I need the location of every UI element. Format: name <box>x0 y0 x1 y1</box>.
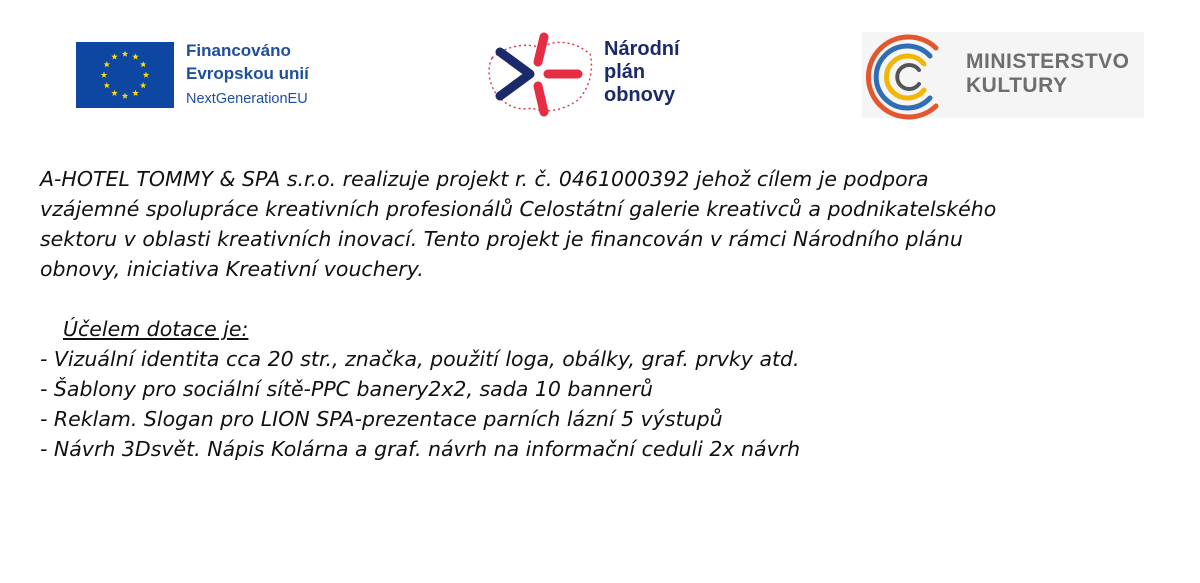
npo-logo <box>486 28 716 123</box>
eu-flag-icon <box>76 42 174 108</box>
purpose-item: - Vizuální identita cca 20 str., značka, použití loga, obálky, graf. prvky atd. <box>40 347 800 371</box>
npo-logo-line2: plán <box>604 61 646 83</box>
mk-logo-text <box>966 50 1130 98</box>
npo-logo-line1: Národní <box>604 38 680 60</box>
intro-line: obnovy, iniciativa Kreativní vouchery. <box>40 257 424 281</box>
npo-logo-line3: obnovy <box>604 84 676 106</box>
npo-logo-text <box>604 38 680 107</box>
purpose-item: - Šablony pro sociální sítě-PPC banery2x2, sada 10 bannerů <box>40 377 654 401</box>
intro-line: sektoru v oblasti kreativních inovací. Tento projekt je financován v rámci Národního plánu <box>40 227 963 251</box>
eu-logo-line2: Evropskou unií <box>186 64 309 83</box>
purpose-item: - Reklam. Slogan pro LION SPA-prezentace parních lázní 5 výstupů <box>40 407 723 431</box>
purpose-heading: Účelem dotace je: <box>63 317 249 341</box>
mk-logo-line1: MINISTERSTVO <box>966 50 1130 73</box>
eu-funding-logo <box>76 40 346 110</box>
mk-mark-icon <box>866 34 952 120</box>
intro-line: A-HOTEL TOMMY & SPA s.r.o. realizuje projekt r. č. 0461000392 jehož cílem je podpora <box>40 167 929 191</box>
purpose-item: - Návrh 3Dsvět. Nápis Kolárna a graf. návrh na informační ceduli 2x návrh <box>40 437 801 461</box>
ministry-culture-logo <box>862 32 1144 118</box>
intro-line: vzájemné spolupráce kreativních profesionálů Celostátní galerie kreativců a podnikatelského <box>40 197 997 221</box>
mk-logo-line2: KULTURY <box>966 74 1068 97</box>
eu-logo-line1: Financováno <box>186 41 291 60</box>
eu-logo-line3: NextGenerationEU <box>186 91 308 107</box>
npo-mark-icon <box>486 28 596 123</box>
project-description <box>40 164 1190 464</box>
